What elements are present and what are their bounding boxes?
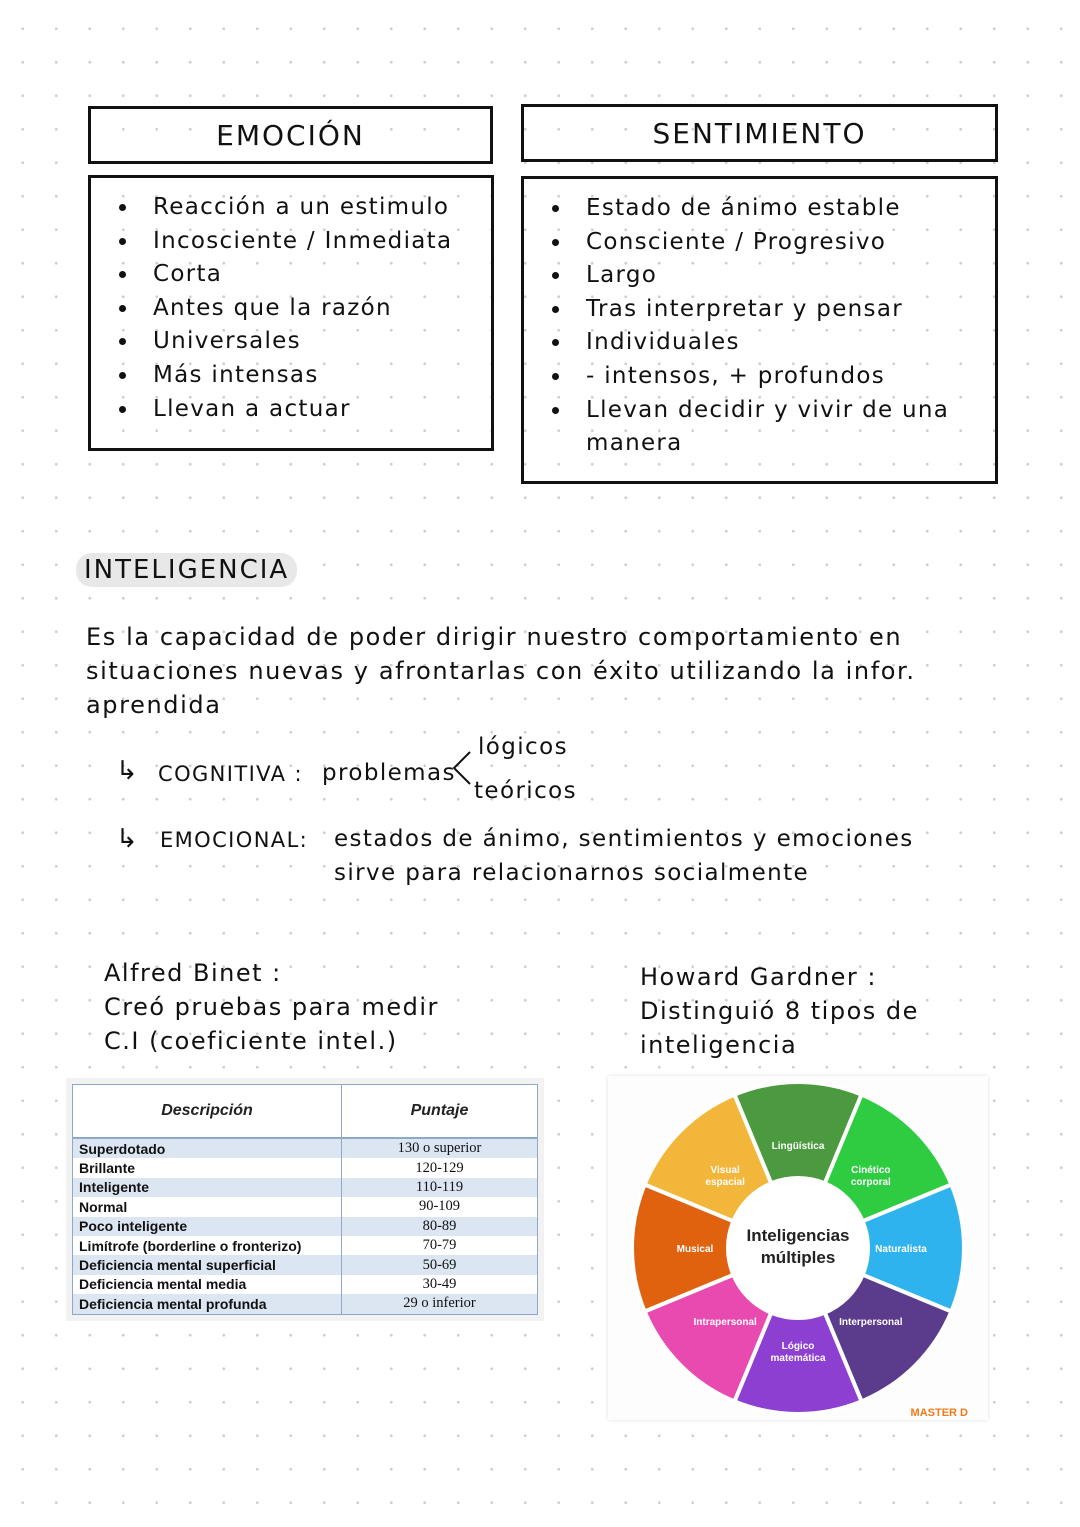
table-row <box>73 1294 538 1314</box>
list-item: Llevan a actuar <box>91 393 491 427</box>
wheel-segment-label: Lógico <box>781 1341 815 1352</box>
sentimiento-list <box>521 176 998 484</box>
table-cell: 70-79 <box>342 1236 538 1255</box>
list-item: Estado de ánimo estable <box>524 192 995 226</box>
table-row <box>73 1236 538 1255</box>
table-header: Puntaje <box>342 1085 538 1139</box>
table-cell: Deficiencia mental profunda <box>73 1294 342 1314</box>
list-item: - intensos, + profundos <box>524 360 995 394</box>
gardner-heading: Howard Gardner : <box>640 963 877 991</box>
wheel-segment-label: Intrapersonal <box>693 1316 757 1328</box>
list-item: Tras interpretar y pensar <box>524 293 995 327</box>
table-row <box>73 1255 538 1274</box>
gardner-line1: Distinguió 8 tipos de <box>640 997 919 1025</box>
bracket-icon <box>450 748 474 788</box>
list-item: Universales <box>91 325 491 359</box>
wheel-graphic <box>608 1076 988 1420</box>
list-item: Individuales <box>524 326 995 360</box>
table-row <box>73 1138 538 1158</box>
table-cell: Brillante <box>73 1158 342 1177</box>
table-cell: Deficiencia mental superficial <box>73 1255 342 1274</box>
wheel-segment-label: corporal <box>850 1177 891 1189</box>
binet-heading: Alfred Binet : <box>104 959 282 987</box>
gardner-line2: inteligencia <box>640 1031 798 1059</box>
wheel-segment-label: espacial <box>705 1177 745 1189</box>
intelligences-wheel <box>608 1076 988 1420</box>
wheel-segment-label: Cinético <box>851 1165 891 1177</box>
cognitiva-text: problemas <box>322 760 456 786</box>
table-cell: 80-89 <box>342 1217 538 1236</box>
table-row <box>73 1197 538 1216</box>
inteligencia-definition: Es la capacidad de poder dirigir nuestro comportamiento en situaciones nuevas y afrontarlas con éxito utilizando la infor. aprendida <box>86 623 916 719</box>
wheel-center-line2: múltiples <box>760 1248 836 1267</box>
table-cell: 110-119 <box>342 1178 538 1197</box>
emocion-title: EMOCIÓN <box>88 106 493 164</box>
wheel-segment-label: Interpersonal <box>839 1316 903 1328</box>
cognitiva-branch: lógicos <box>478 734 568 760</box>
table-cell: 130 o superior <box>342 1138 538 1158</box>
wheel-center-line1: Inteligencias <box>746 1226 850 1245</box>
table-cell: Normal <box>73 1197 342 1216</box>
table-row <box>73 1178 538 1197</box>
list-item: Incosciente / Inmediata <box>91 225 491 259</box>
table-cell: 90-109 <box>342 1197 538 1216</box>
brand-logo: MASTER D <box>910 1407 968 1419</box>
table-row <box>73 1275 538 1294</box>
table-row <box>73 1158 538 1177</box>
binet-line1: Creó pruebas para medir <box>104 993 439 1021</box>
table-cell: 29 o inferior <box>342 1294 538 1314</box>
binet-note <box>104 956 439 1058</box>
table-header: Descripción <box>73 1085 342 1139</box>
arrow-icon: ↳ <box>116 756 138 786</box>
emocional-line1: estados de ánimo, sentimientos y emociones <box>334 826 914 852</box>
emocional-line2: sirve para relacionarnos socialmente <box>334 860 810 886</box>
table-row <box>73 1217 538 1236</box>
list-item: Más intensas <box>91 359 491 393</box>
list-item: Llevan decidir y vivir de una manera <box>524 394 995 461</box>
gardner-note <box>640 960 919 1062</box>
wheel-segment-label: Visual <box>710 1165 740 1177</box>
table-cell: 30-49 <box>342 1275 538 1294</box>
table-cell: Inteligente <box>73 1178 342 1197</box>
table-cell: Deficiencia mental media <box>73 1275 342 1294</box>
emocional-label: EMOCIONAL: <box>160 828 309 852</box>
emocion-list <box>88 175 494 451</box>
sentimiento-title: SENTIMIENTO <box>521 104 998 162</box>
inteligencia-title: INTELIGENCIA <box>76 553 297 587</box>
table-cell: Poco inteligente <box>73 1217 342 1236</box>
wheel-segment-label: Musical <box>676 1244 714 1255</box>
list-item: Consciente / Progresivo <box>524 226 995 260</box>
list-item: Largo <box>524 259 995 293</box>
wheel-segment-label: matemática <box>770 1353 826 1364</box>
wheel-segment-label: Naturalista <box>875 1244 927 1255</box>
table-cell: Limítrofe (borderline o fronterizo) <box>73 1236 342 1255</box>
table-cell: 120-129 <box>342 1158 538 1177</box>
cognitiva-label: COGNITIVA : <box>158 762 303 786</box>
arrow-icon: ↳ <box>116 824 138 854</box>
list-item: Corta <box>91 258 491 292</box>
list-item: Antes que la razón <box>91 292 491 326</box>
binet-line2: C.I (coeficiente intel.) <box>104 1027 398 1055</box>
list-item: Reacción a un estimulo <box>91 191 491 225</box>
iq-table <box>72 1084 538 1315</box>
table-cell: Superdotado <box>73 1138 342 1158</box>
cognitiva-branch: teóricos <box>474 778 577 804</box>
wheel-segment-label: Lingüística <box>771 1141 825 1152</box>
table-cell: 50-69 <box>342 1255 538 1274</box>
